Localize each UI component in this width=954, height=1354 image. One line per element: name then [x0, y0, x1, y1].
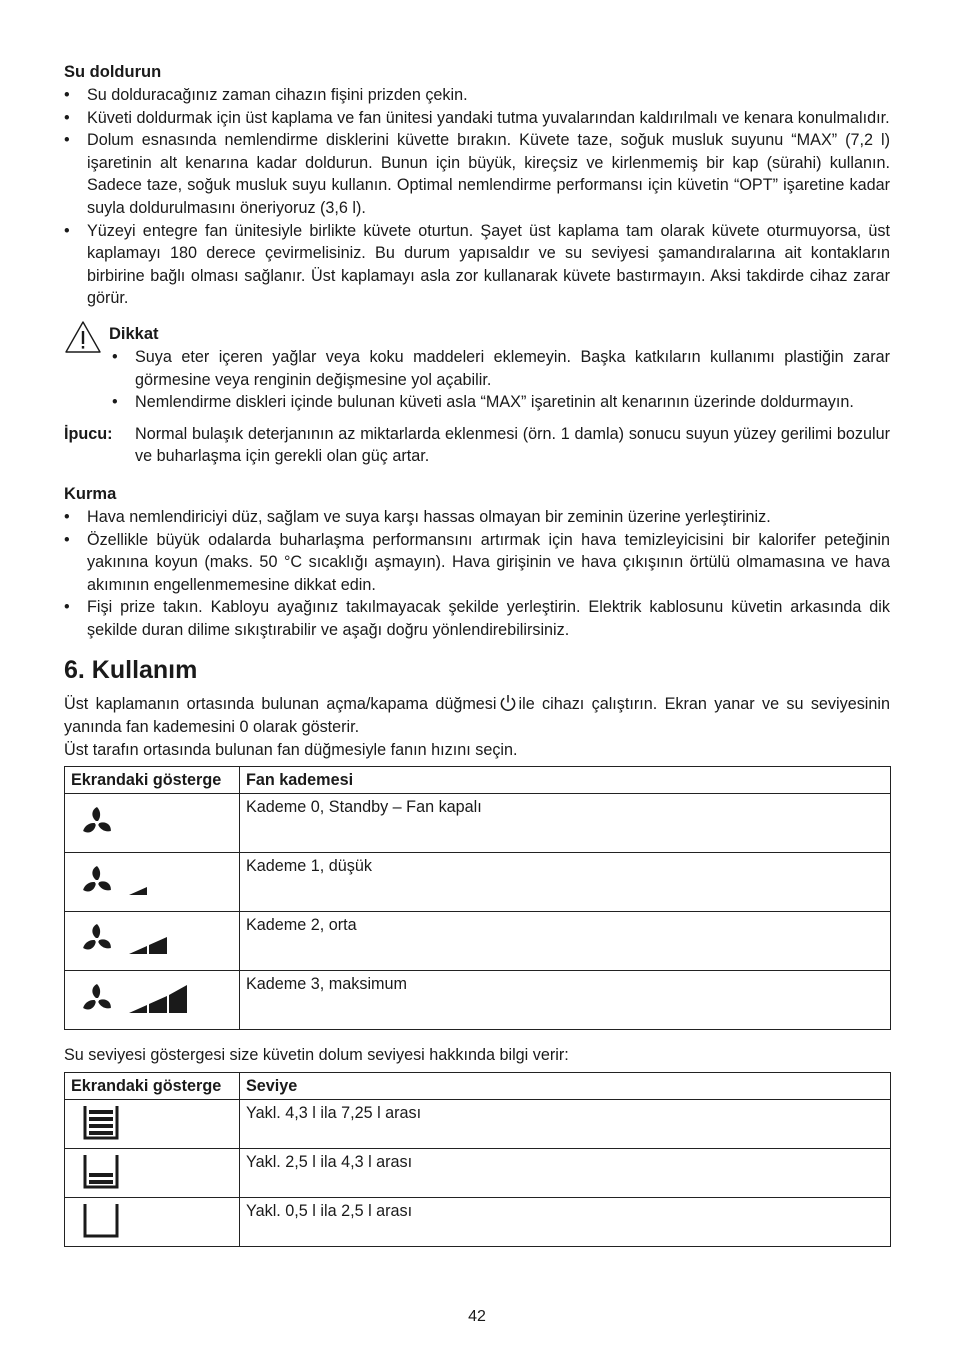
- list-item: • Yüzeyi entegre fan ünitesiyle birlikte küvete oturtun. Şayet üst kaplama tam olarak küvete oturmuyorsa, üst kaplamayı 180 derece çevirmelisiniz. Bu durum yapısaldır ve su seviyesi şamandıralarına ait kontakların birbirine bağlı olması sağlanır. Üst kaplamayı asla zor kullanarak küvete bastırmayın. Aksi takdirde cihaz zarar görür.: [64, 220, 890, 310]
- water-level-description: Yakl. 4,3 l ila 7,25 l arası: [240, 1099, 891, 1148]
- warning-triangle-icon: [64, 320, 102, 354]
- list-item: • Nemlendirme diskleri içinde bulunan küveti asla “MAX” işaretinin alt kenarının üzerinde doldurmayın.: [112, 391, 890, 414]
- table-header: Ekrandaki gösterge: [65, 1072, 240, 1099]
- tip-label: İpucu:: [64, 424, 113, 443]
- list-item: • Suya eter içeren yağlar veya koku maddeleri eklemeyin. Başka katkıların kullanımı plastiğin zarar görmesine veya renginin değişmesine yol açabilir.: [112, 346, 890, 391]
- warning-heading: Dikkat: [109, 324, 159, 343]
- section-heading-setup: Kurma: [64, 484, 117, 503]
- fan-level-description: Kademe 0, Standby – Fan kapalı: [240, 794, 891, 853]
- table-row: [65, 1148, 891, 1197]
- list-item: • Özellikle büyük odalarda buharlaşma performansını artırmak için hava temizleyicisini bir kalorifer peteğinin yakınına koyun (maks. 50 °C sıcaklığı aşmayın). Hava girişinin ve hava çıkışının örtülü olmamasına ve hava akımının engellenmemesine dikkat edin.: [64, 529, 890, 597]
- water-level-table: [64, 1072, 891, 1247]
- fill-instructions-list: [64, 84, 890, 310]
- table-row: [65, 971, 891, 1030]
- fan-level-2-icon: [65, 912, 240, 971]
- water-level-description: Yakl. 0,5 l ila 2,5 l arası: [240, 1197, 891, 1246]
- list-item: • Hava nemlendiriciyi düz, sağlam ve suya karşı hassas olmayan bir zeminin üzerine yerleştiriniz.: [64, 506, 890, 529]
- fan-level-description: Kademe 2, orta: [240, 912, 891, 971]
- list-item: • Su dolduracağınız zaman cihazın fişini prizden çekin.: [64, 84, 890, 107]
- setup-instructions-list: [64, 506, 890, 642]
- table-row: [65, 912, 891, 971]
- table-header: Fan kademesi: [240, 767, 891, 794]
- fan-level-3-icon: [65, 971, 240, 1030]
- fan-level-1-icon: [65, 853, 240, 912]
- water-level-full-icon: [65, 1099, 240, 1148]
- fan-speed-paragraph: Üst tarafın ortasında bulunan fan düğmesiyle fanın hızını seçin.: [64, 740, 518, 759]
- water-level-low-icon: [65, 1197, 240, 1246]
- water-level-medium-icon: [65, 1148, 240, 1197]
- usage-paragraph: [64, 693, 890, 738]
- table-header: Seviye: [240, 1072, 891, 1099]
- table-header: Ekrandaki gösterge: [65, 767, 240, 794]
- fan-level-table: [64, 766, 891, 1030]
- warning-block: [64, 322, 890, 414]
- fan-level-description: Kademe 1, düşük: [240, 853, 891, 912]
- table-row: [65, 1197, 891, 1246]
- water-level-description: Yakl. 2,5 l ila 4,3 l arası: [240, 1148, 891, 1197]
- water-level-note: Su seviyesi göstergesi size küvetin dolum seviyesi hakkında bilgi verir:: [64, 1046, 569, 1065]
- usage-text-part: Üst kaplamanın ortasında bulunan açma/kapama düğmesi: [64, 695, 497, 714]
- fan-level-description: Kademe 3, maksimum: [240, 971, 891, 1030]
- warning-list: [112, 346, 890, 414]
- tip-text: Normal bulaşık deterjanının az miktarlarda eklenmesi (örn. 1 damla) sonucu suyun yüzey gerilimi bozulur ve buharlaşma için gerekli olan güç artar.: [135, 424, 890, 466]
- table-row: [65, 853, 891, 912]
- page-number: 42: [468, 1308, 486, 1325]
- list-item: • Fişi prize takın. Kabloyu ayağınız takılmayacak şekilde yerleştirin. Elektrik kablosunu küvetin arkasında dik şekilde duran dilime sıkıştırabilir ve aşağı doğru yönlendirebilirsiniz.: [64, 596, 890, 641]
- table-row: [65, 1099, 891, 1148]
- chapter-title: 6. Kullanım: [64, 656, 198, 685]
- section-heading-fill: Su doldurun: [64, 63, 162, 81]
- list-item: • Dolum esnasında nemlendirme disklerini küvette bırakın. Küvete taze, soğuk musluk suyunu “MAX” (7,2 l) işaretinin alt kenarına kadar doldurun. Bunun için büyük, kireçsiz ve kirlenmemiş bir kap (sürahi) kullanın. Sadece taze, soğuk musluk suyu kullanın. Optimal nemlendirme performansı için küvetin “OPT” işaretine kadar suyla doldurulmasını öneriyoruz (3,6 l).: [64, 129, 890, 219]
- usage-text-part: ile cihazı çalıştırın. Ekran yanar ve su seviyesinin yanında fan kademesini 0 olarak gösterir.: [64, 695, 890, 737]
- manual-page: [64, 60, 890, 1247]
- list-item: • Küveti doldurmak için üst kaplama ve fan ünitesi yandaki tutma yuvalarından kaldırılmalı ve kenara konulmalıdır.: [64, 107, 890, 130]
- tip-block: [64, 423, 890, 468]
- fan-level-0-icon: [65, 794, 240, 853]
- table-row: [65, 794, 891, 853]
- power-icon: [499, 694, 517, 712]
